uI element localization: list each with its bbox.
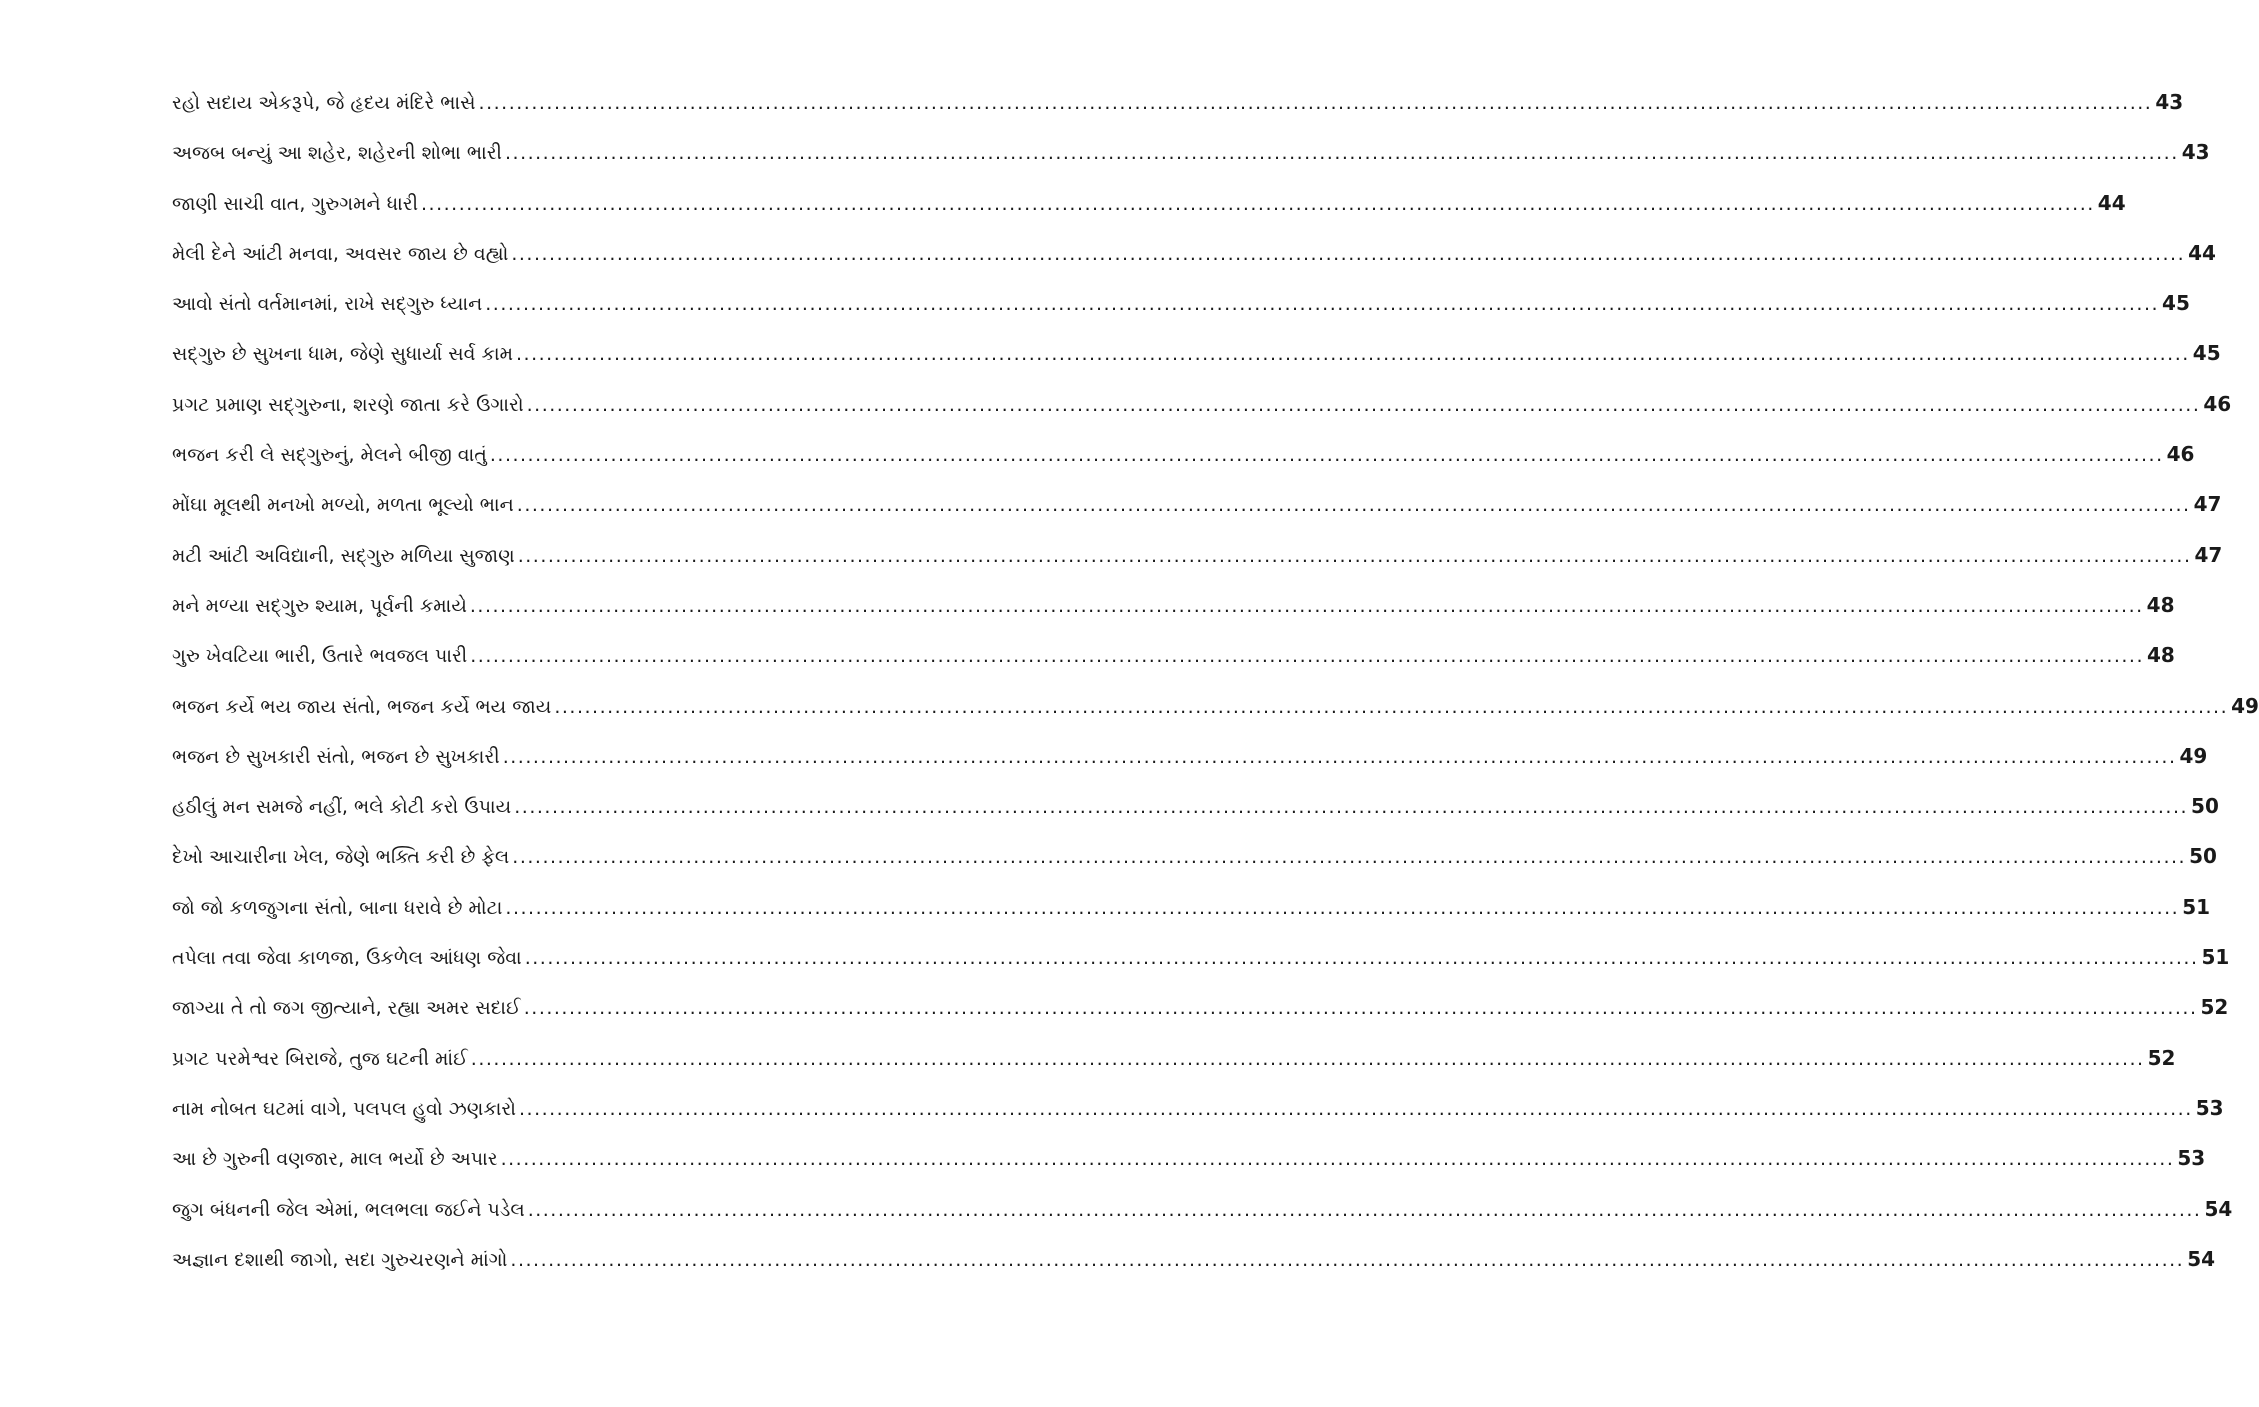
toc-entry bbox=[172, 1136, 2206, 1186]
toc-dot-leader bbox=[485, 282, 2159, 326]
toc-entry-title: સદ્‌ગુરુ છે સુખના ધામ, જેણે સુધાર્યા સર્વ કામ bbox=[172, 343, 514, 366]
toc-entry bbox=[172, 633, 2175, 683]
toc-dot-leader bbox=[517, 483, 2191, 527]
toc-entry-page: 51 bbox=[2182, 894, 2211, 919]
toc-entry-page: 49 bbox=[2179, 743, 2208, 768]
toc-entry-title: ભજન છે સુખકારી સંતો, ભજન છે સુખકારી bbox=[172, 745, 500, 768]
toc-entry-title: હઠીલું મન સમજે નહીં, ભલે કોટી કરો ઉપાય bbox=[172, 796, 512, 819]
toc-entry-title: જો જો કળજુગના સંતો, બાના ધરાવે છે મોટા bbox=[172, 896, 503, 919]
toc-entry bbox=[172, 432, 2195, 482]
toc-entry-page: 44 bbox=[2097, 190, 2126, 215]
toc-entry bbox=[172, 583, 2175, 633]
toc-entry-page: 54 bbox=[2204, 1196, 2233, 1221]
toc-dot-leader bbox=[525, 936, 2199, 980]
toc-entry-title: પ્રગટ પરમેશ્વર બિરાજે, તુજ ઘટની માંઈ bbox=[172, 1047, 468, 1070]
toc-entry-title: જાગ્યા તે તો જગ જીત્યાને, રહ્યા અમર સદાઈ bbox=[172, 997, 521, 1020]
toc-entry-title: આ છે ગુરુની વણજાર, માલ ભર્યો છે અપાર bbox=[172, 1148, 498, 1171]
toc-entry-page: 47 bbox=[2193, 492, 2222, 517]
toc-entry bbox=[172, 834, 2217, 884]
toc-entry-page: 48 bbox=[2147, 643, 2175, 668]
toc-entry-title: અજ્ઞાન દશાથી જાગો, સદા ગુરુચરણને માંગો bbox=[172, 1248, 508, 1271]
toc-entry bbox=[172, 734, 2208, 784]
toc-dot-leader bbox=[505, 886, 2179, 930]
toc-dot-leader bbox=[554, 685, 2228, 729]
toc-entry bbox=[172, 331, 2221, 381]
toc-entry bbox=[172, 1237, 2216, 1287]
toc-entry-title: મેલી દેને આંટી મનવા, અવસર જાય છે વહ્યો bbox=[172, 242, 509, 265]
toc-entry-page: 46 bbox=[2203, 391, 2232, 416]
toc-dot-leader bbox=[470, 634, 2144, 678]
toc-entry-page: 45 bbox=[2162, 291, 2190, 316]
toc-entry-title: મટી આંટી અવિદ્યાની, સદ્‌ગુરુ મળિયા સુજાણ bbox=[172, 544, 515, 567]
toc-dot-leader bbox=[528, 1188, 2202, 1232]
toc-dot-leader bbox=[471, 1037, 2145, 1081]
toc-entry-title: દેખો આચારીના ખેલ, જેણે ભક્તિ કરી છે ફેલ bbox=[172, 846, 510, 869]
toc-entry-page: 53 bbox=[2195, 1095, 2224, 1120]
toc-entry-title: અજબ બન્યું આ શહેર, શહેરની શોભા ભારી bbox=[172, 142, 502, 165]
toc-entry-page: 51 bbox=[2201, 945, 2230, 970]
toc-entry bbox=[172, 1086, 2224, 1136]
toc-entry bbox=[172, 80, 2184, 130]
toc-entry-page: 46 bbox=[2166, 442, 2195, 467]
toc-entry-page: 52 bbox=[2147, 1045, 2176, 1070]
toc-dot-leader bbox=[514, 785, 2188, 829]
toc-entry-title: જુગ બંધનની જેલ એમાં, ભલભલા જઈને પડેલ bbox=[172, 1198, 525, 1221]
toc-dot-leader bbox=[511, 232, 2185, 276]
toc-entry-title: આવો સંતો વર્તમાનમાં, રાખે સદ્‌ગુરુ ધ્યાન bbox=[172, 293, 483, 316]
toc-dot-leader bbox=[501, 1137, 2175, 1181]
table-of-contents bbox=[172, 80, 2259, 1287]
toc-entry-title: ગુરુ ખેવટિયા ભારી, ઉતારે ભવજલ પારી bbox=[172, 645, 468, 668]
toc-entry bbox=[172, 231, 2216, 281]
toc-entry bbox=[172, 784, 2219, 834]
toc-dot-leader bbox=[503, 735, 2177, 779]
toc-dot-leader bbox=[479, 81, 2153, 125]
toc-dot-leader bbox=[516, 332, 2190, 376]
toc-dot-leader bbox=[505, 131, 2179, 175]
toc-entry bbox=[172, 281, 2190, 331]
toc-entry bbox=[172, 1036, 2176, 1086]
toc-entry-page: 50 bbox=[2189, 844, 2217, 869]
toc-entry bbox=[172, 985, 2229, 1035]
toc-entry-page: 50 bbox=[2191, 794, 2219, 819]
toc-entry-page: 53 bbox=[2177, 1146, 2206, 1171]
toc-entry-title: રહો સદાય એકરૂપે, જે હૃદય મંદિરે ભાસે bbox=[172, 92, 476, 114]
toc-entry bbox=[172, 885, 2211, 935]
toc-dot-leader bbox=[518, 534, 2192, 578]
toc-dot-leader bbox=[512, 835, 2186, 879]
toc-entry-page: 44 bbox=[2188, 240, 2216, 265]
toc-dot-leader bbox=[510, 1238, 2184, 1282]
toc-dot-leader bbox=[524, 986, 2198, 1030]
toc-entry-page: 43 bbox=[2181, 140, 2210, 165]
toc-entry-page: 49 bbox=[2231, 693, 2259, 718]
toc-entry-page: 48 bbox=[2146, 592, 2175, 617]
toc-entry-page: 52 bbox=[2200, 995, 2229, 1020]
toc-entry bbox=[172, 181, 2126, 231]
toc-entry-page: 45 bbox=[2192, 341, 2221, 366]
toc-entry-title: પ્રગટ પ્રમાણ સદ્‌ગુરુના, શરણે જાતા કરે ઉગારો bbox=[172, 393, 524, 416]
toc-entry bbox=[172, 482, 2222, 532]
toc-entry bbox=[172, 130, 2210, 180]
toc-entry-title: ભજન કરી લે સદ્‌ગુરુનું, મેલને બીજી વાતું bbox=[172, 444, 487, 467]
toc-entry-title: જાણી સાચી વાત, ગુરુગમને ધારી bbox=[172, 192, 419, 215]
toc-dot-leader bbox=[519, 1087, 2193, 1131]
toc-entry-title: ભજન કર્યે ભય જાય સંતો, ભજન કર્યે ભય જાય bbox=[172, 695, 552, 718]
toc-entry-title: મોંઘા મૂલથી મનખો મળ્યો, મળતા ભૂલ્યો ભાન bbox=[172, 494, 514, 517]
toc-dot-leader bbox=[527, 383, 2201, 427]
toc-entry-title: મને મળ્યા સદ્‌ગુરુ શ્યામ, પૂર્વની કમાયે bbox=[172, 594, 467, 617]
toc-entry-title: નામ નોબત ઘટમાં વાગે, પલપલ હુવો ઝણકારો bbox=[172, 1097, 516, 1120]
toc-dot-leader bbox=[490, 433, 2164, 477]
toc-dot-leader bbox=[421, 182, 2095, 226]
toc-entry bbox=[172, 935, 2230, 985]
toc-entry bbox=[172, 533, 2223, 583]
toc-dot-leader bbox=[470, 584, 2144, 628]
toc-entry-page: 54 bbox=[2187, 1246, 2216, 1271]
toc-entry-page: 47 bbox=[2194, 542, 2223, 567]
toc-entry-page: 43 bbox=[2155, 90, 2184, 114]
toc-entry bbox=[172, 382, 2232, 432]
toc-entry bbox=[172, 684, 2259, 734]
toc-entry-title: તપેલા તવા જેવા કાળજા, ઉકળેલ આંધણ જેવા bbox=[172, 947, 522, 970]
toc-entry bbox=[172, 1187, 2233, 1237]
